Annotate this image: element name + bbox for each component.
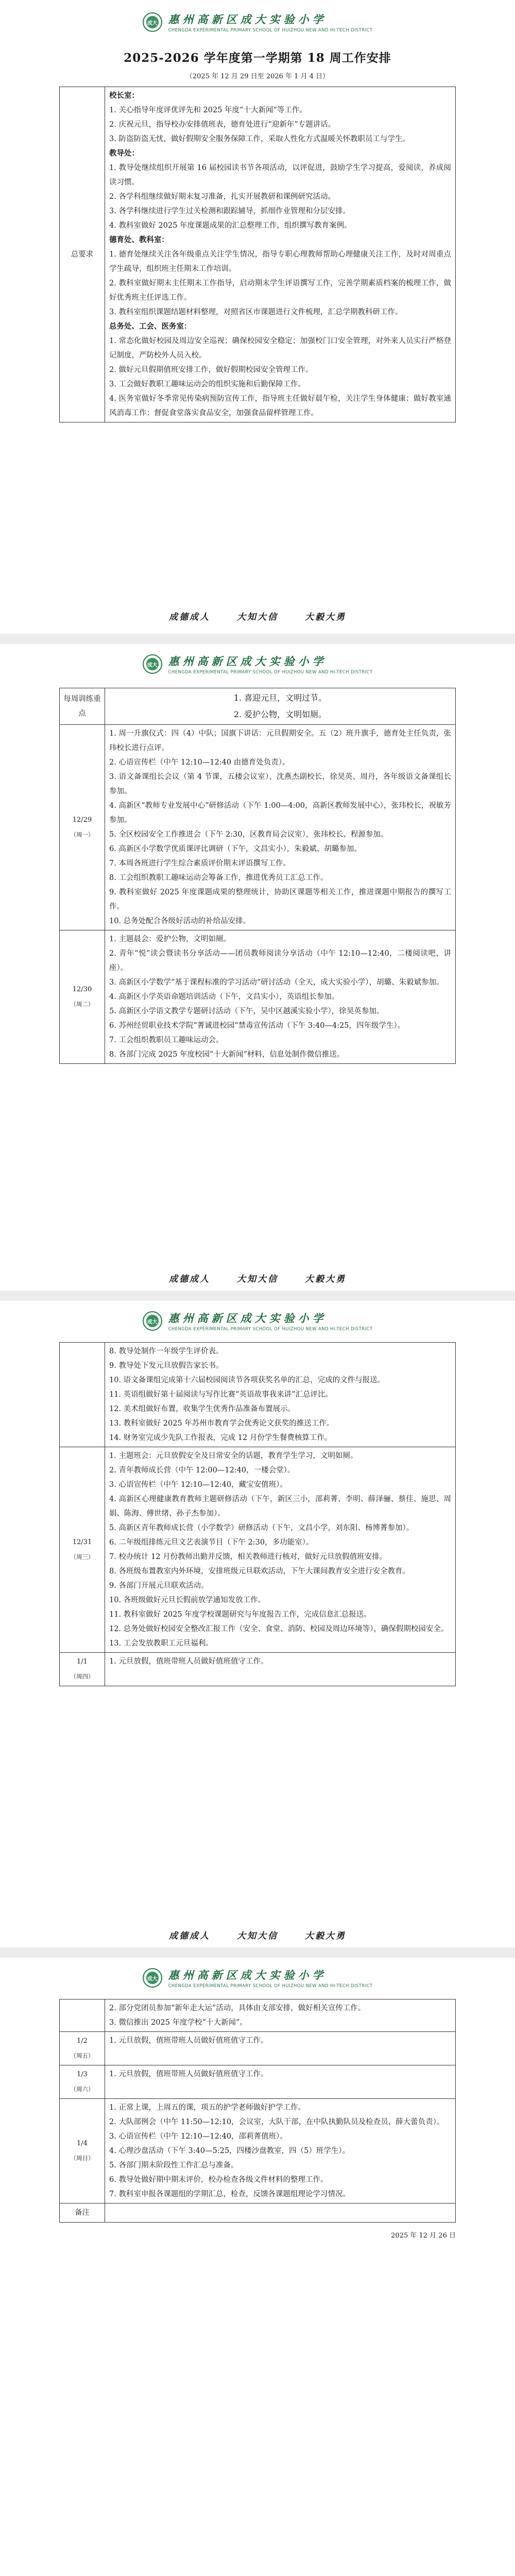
school-logo-icon: 成大	[143, 1968, 162, 1988]
day-label	[60, 1343, 105, 1447]
task-item: 10. 各班级做好元旦长假前放学通知发放工作。	[109, 1596, 266, 1604]
remarks-row	[60, 2204, 456, 2223]
task-item: 2. 心语宣传栏（中午 12:10—12:40 由德育处负责）。	[109, 758, 290, 767]
task-item: 4. 心理沙盘活动（下午 3:40—5:25，四楼沙盘教室，四（5）班学生）。	[109, 2147, 350, 2155]
school-header	[0, 9, 515, 35]
task-item: 9. 教导处下发元旦放假告家长书。	[109, 1362, 224, 1370]
task-item: 6. 苏州经贸职业技术学院“菁诚进校园”禁毒宣传活动（下午 3:40—4:25，四年级学生）。	[109, 1022, 405, 1030]
task-item: 14. 财务室完成少先队工作报表，完成 12 月份学生餐费核算工作。	[109, 1434, 332, 1442]
task-item: 3. 心语宣传栏（中午 12:10—12:40，藏宝安值班）。	[109, 1481, 287, 1489]
summary-item: 3. 各学科继续进行学生过关检测和跟踪辅导，抓细作业管理和分层安排。	[109, 207, 350, 215]
day-row	[60, 1653, 456, 1686]
page-4	[0, 1958, 515, 2576]
summary-item: 2. 教科室做好期末主任期末工作指导，启动期末学生评语撰写工作，完善学期素质档案的梳理工作，做好优秀班主任评选工作。	[109, 279, 451, 302]
summary-item: 4. 教科室做好 2025 年度课题成果的汇总整理工作，组织撰写教育案例。	[109, 222, 352, 230]
task-item: 10. 总务处配合各级好活动的补给品安排。	[109, 917, 251, 925]
day-row	[60, 930, 456, 1064]
school-logo-icon: 成大	[143, 12, 162, 32]
task-item: 5. 各部门期末阶段性工作汇总与准备。	[109, 2161, 238, 2170]
day-label: 1/2 （周五）	[60, 2032, 105, 2065]
task-item: 12. 美术组做好布置，收集学生优秀作品准备布置展示。	[109, 1405, 296, 1413]
summary-item: 2. 庆祝元旦，指导校办安排值班表，德育处进行“迎新年”专题讲话。	[109, 121, 336, 129]
page-gap	[0, 1291, 515, 1301]
day-label	[60, 1999, 105, 2032]
week-table-2	[59, 1342, 456, 1686]
school-header: 成大 惠州高新区成大实验小学 CHENGDA EXPERIMENTAL PRIMARY SCHOOL OF HUIZHOU NEW AND HI-TECH DISTRICT	[0, 1965, 515, 1991]
task-item: 1. 主题班会：元旦放假安全及日常安全的话题，教育学生学习，文明如厕。	[109, 1452, 358, 1460]
page-subtitle: （2025 年 12 月 29 日至 2026 年 1 月 4 日）	[185, 73, 330, 80]
motto-1: 成德成人	[169, 612, 210, 622]
summary-label: 总要求	[60, 87, 105, 422]
task-item: 4. 高新区小学英语命题培训活动（下午，文昌实小），英语组长参加。	[109, 993, 339, 1001]
remarks-content	[105, 2204, 456, 2223]
task-item: 3. 心语宣传栏（中午 12:10—12:40，邵莉菁值班）。	[109, 2132, 287, 2141]
day-row	[60, 1447, 456, 1653]
school-logo-icon: 成大	[143, 654, 162, 674]
day-row	[60, 2065, 456, 2099]
summary-item: 1. 教导处继续组织开展第 16 届校园读书节各项活动，以评促进，鼓励学生学习提高，爱阅读，养成阅读习惯。	[109, 164, 451, 187]
day-row	[60, 2099, 456, 2204]
task-item: 4. 高新区“教师专业发展中心”研修活动（下午 1:00—4:00，高新区教师发展中心），张玮校长，祝敏芳参加。	[109, 802, 451, 824]
task-item: 2. 大队部例会（中午 11:50—12:10，会议室，大队干部，在中队执勤队员及检查员，薛大蕾负责）。	[109, 2118, 444, 2126]
task-item: 13. 工会发放教职工元旦福利。	[109, 1639, 213, 1648]
week-goal-label: 每周训练重点	[60, 688, 105, 725]
day-content	[105, 2032, 456, 2065]
task-item: 7. 教科室申报各课题组的学期汇总，检查，反馈各课题组理论学习情况。	[109, 2190, 350, 2198]
task-item: 3. 微信推出 2025 年度学校“十大新闻”。	[109, 2019, 247, 2027]
task-item: 9. 各部门开展元旦联欢活动。	[109, 1582, 209, 1590]
summary-item: 2. 做好元旦假期值班安排工作，做好假期校园安全管理工作。	[109, 366, 313, 374]
day-label: 12/31 （周三）	[60, 1447, 105, 1653]
summary-item: 1. 关心指导年度评优评先和 2025 年度“十大新闻”等工作。	[109, 106, 307, 114]
task-item: 1. 元旦放假，值班带班人员做好值班值守工作。	[109, 1657, 268, 1666]
page-gap	[0, 1947, 515, 1958]
sign-date: 2025 年 12 月 26 日	[391, 2232, 456, 2240]
task-item: 11. 英语组做好第十届阅读与写作比赛“英语故事我来讲”汇总评比。	[109, 1391, 333, 1399]
task-item: 7. 工会组织教职员工趣味运动会。	[109, 1036, 224, 1044]
summary-item: 1. 德育处继续关注各年级重点关注学生情况，指导专职心理教师帮助心理健康关注工作，及时对周重点学生疏导，组织班主任期末工作培训。	[109, 250, 451, 273]
footer-motto: 成德成人 大知大信 大毅大勇	[169, 1930, 346, 1941]
day-label: 1/1 （周四）	[60, 1653, 105, 1686]
task-item: 1. 元旦放假，值班带班人员做好值班值守工作。	[109, 2037, 268, 2045]
task-item: 4. 高新区心理健康教育教师主题研修活动（下午，新区三小，邵莉菁、李明、薛泽骊、蔡佳、施思、周娟、陈海、傅世绪、孙子杰参加）。	[109, 1495, 451, 1518]
task-item: 2. 青年“悦”读会暨读书分享活动——团员教师阅读分享活动（中午 12:10—12:40，二楼阅读吧，讲座）。	[109, 950, 451, 972]
summary-item: 1. 常态化做好校园及周边安全巡视；确保校园安全稳定；加强校门口安全管理，对外来人员实行严格登记制度，严防校外人员入校。	[109, 337, 451, 360]
task-item: 5. 高新区青年教师成长营（小学数学）研修活动（下午，文昌小学，刘东阳、杨博菁参加）。	[109, 1524, 414, 1532]
motto-2: 大知大信	[237, 612, 278, 622]
task-item: 1. 周一升旗仪式：四（4）中队；国旗下讲话：元旦假期安全。五（2）班升旗手，德育处主任负责，张玮校长进行点评。	[109, 730, 451, 752]
school-name-en: CHENGDA EXPERIMENTAL PRIMARY SCHOOL OF HUIZHOU NEW AND HI-TECH DISTRICT	[168, 670, 373, 675]
task-item: 3. 高新区小学数学“基于课程标准的学习活动”研讨活动（全天，成大实验小学），胡璐、朱毅斌参加。	[109, 978, 444, 987]
task-item: 5. 全区校园安全工作推进会（下午 2:30，区教育局会议室），张玮校长、程源参加。	[109, 831, 388, 839]
page-1	[0, 0, 515, 634]
day-label: 1/4 （周日）	[60, 2099, 105, 2204]
motto-3: 大毅大勇	[305, 612, 346, 622]
day-row	[60, 2032, 456, 2065]
school-name-en: CHENGDA EXPERIMENTAL PRIMARY SCHOOL OF HUIZHOU NEW AND HI-TECH DISTRICT	[168, 28, 373, 33]
summary-item: 4. 医务室做好冬季常见传染病预防宣传工作，指导班主任做好晨午检，关注学生身体健康；做好教室通风消毒工作；督促食堂落实食品安全，加强食品留样管理工作。	[109, 395, 451, 417]
day-content	[105, 1653, 456, 1686]
week-table-3	[59, 1999, 456, 2223]
task-item: 6. 二年级组排练元旦文艺表演节目（下午 2:30，多功能室）。	[109, 1538, 314, 1547]
school-name: 惠州高新区成大实验小学	[168, 13, 327, 26]
page-2	[0, 644, 515, 1291]
summary-content	[105, 87, 456, 422]
school-header	[0, 651, 515, 677]
task-item: 6. 高新区小学数学优质课评比调研（下午，文昌实小），朱毅斌、胡璐参加。	[109, 845, 362, 853]
day-label: 12/29 （周一）	[60, 725, 105, 930]
school-header: 成大 惠州高新区成大实验小学 CHENGDA EXPERIMENTAL PRIMARY SCHOOL OF HUIZHOU NEW AND HI-TECH DISTRICT	[0, 1308, 515, 1334]
section-heading: 校长室：	[109, 91, 139, 100]
task-item: 8. 工会组织教职工趣味运动会筹备工作，推进优秀员工汇总工作。	[109, 874, 328, 882]
day-content	[105, 930, 456, 1064]
summary-item: 2. 各学科组继续做好期末复习准备，扎实开展教研和课例研究活动。	[109, 193, 335, 201]
task-item: 6. 教导处做好期中期末评价，校办检查各级文件材料的整理工作。	[109, 2176, 328, 2184]
school-logo-icon: 成大	[143, 1311, 162, 1331]
day-content	[105, 2099, 456, 2204]
task-item: 8. 教导处制作一年级学生评价表。	[109, 1347, 224, 1355]
day-label: 1/3 （周六）	[60, 2065, 105, 2099]
task-item: 2. 青年教师成长营（中午 12:00—12:40，一楼会堂）。	[109, 1466, 295, 1475]
day-row	[60, 1999, 456, 2032]
summary-item: 3. 教科室组织课题结题材料整理，对照省区市课题进行文件梳理，汇总学期教科研工作。	[109, 308, 403, 316]
page-gap	[0, 634, 515, 644]
day-content	[105, 1343, 456, 1447]
summary-item: 3. 工会做好教职工趣味运动会的组织实施和后勤保障工作。	[109, 380, 305, 388]
section-heading: 教导处：	[109, 149, 139, 158]
task-item: 3. 语文备课组长会议（第 4 节课，五楼会议室），沈燕杰副校长，徐昊英、周丹，各年级语文备课组长参加。	[109, 773, 451, 795]
section-heading: 总务处、工会、医务室：	[109, 322, 192, 331]
summary-item: 3. 防盗防盗无忧，做好假期安全服务保障工作，采取人性化方式温暖关怀教职员工与学生。	[109, 135, 410, 143]
task-item: 1. 主题晨会：爱护公物，文明如厕。	[109, 935, 231, 943]
footer-motto	[0, 608, 515, 623]
task-item: 8. 各班级布置教室内外环境，安排班级元旦联欢活动，下午大课间教育安全进行安全教育。	[109, 1567, 410, 1575]
day-label: 12/30 （周二）	[60, 930, 105, 1064]
day-content	[105, 2065, 456, 2099]
task-item: 7. 校办统计 12 月份教师出勤并反馈，相关教师进行核对，做好元旦放假值班安排。	[109, 1553, 387, 1561]
week-table-1	[59, 688, 456, 1064]
task-item: 2. 部分党团员参加“新年走大运”活动，具体由支部安排，做好相关宣传工作。	[109, 2004, 366, 2012]
task-item: 5. 高新区小学语文教学专题研讨活动（下午，吴中区越溪实验小学），徐昊英参加。	[109, 1007, 384, 1015]
day-content	[105, 1999, 456, 2032]
task-item: 9. 教科室做好 2025 年度课题成果的整理统计，协助区课题等相关工作，推进课题中期报告的撰写工作。	[109, 888, 451, 911]
summary-table	[59, 87, 456, 422]
remarks-label: 备注	[60, 2204, 105, 2223]
task-item: 11. 教科室做好 2025 年度学校课题研究与年度报告工作，完成信息汇总报送。	[109, 1611, 371, 1619]
task-item: 1. 元旦放假，值班带班人员做好值班值守工作。	[109, 2070, 268, 2078]
task-item: 7. 本周各班进行学生综合素质评价期末评语撰写工作。	[109, 859, 290, 868]
page-title: 2025-2026 学年度第一学期第 18 周工作安排	[124, 51, 391, 65]
day-row	[60, 725, 456, 930]
section-heading: 德育处、教科室：	[109, 235, 169, 244]
task-item: 10. 语文备课组完成第十六届校园阅读节各项获奖名单的汇总，完成的文件与报送。	[109, 1376, 385, 1384]
task-item: 12. 总务处做好校园安全整改汇报工作（安全、食堂、消防、校园及周边环境等），确保假期校园安全。	[109, 1625, 449, 1633]
week-goal-content: 1. 喜迎元旦，文明过节。 2. 爱护公物，文明如厕。	[105, 688, 456, 725]
task-item: 1. 正常上课，上周五的课，项五的护学老师做好护学工作。	[109, 2104, 305, 2112]
day-content	[105, 725, 456, 930]
day-content	[105, 1447, 456, 1653]
school-name: 惠州高新区成大实验小学	[168, 655, 327, 668]
task-item: 13. 教科室做好 2025 年苏州市教育学会优秀论文获奖的推送工作。	[109, 1419, 334, 1428]
footer-motto: 成德成人 大知大信 大毅大勇	[169, 1274, 346, 1284]
page-3	[0, 1301, 515, 1947]
task-item: 8. 各部门完成 2025 年度校园“十大新闻”材料，信息处制作微信推送。	[109, 1050, 345, 1059]
day-row	[60, 1343, 456, 1447]
